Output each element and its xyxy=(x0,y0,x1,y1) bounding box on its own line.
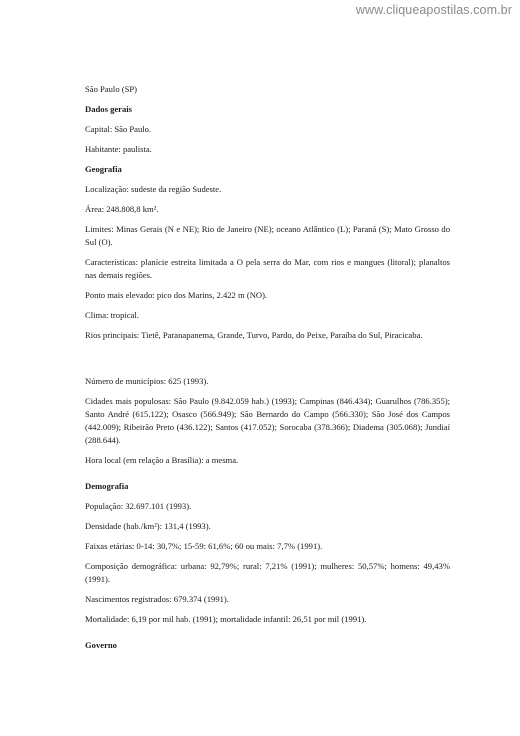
location-line: Localização: sudeste da região Sudeste. xyxy=(85,184,222,194)
local-time-line: Hora local (em relação a Brasília): a mesma. xyxy=(85,455,239,465)
limits-line: Limites: Minas Gerais (N e NE); Rio de Janeiro (NE); oceano Atlântico (L); Paraná (S); Mato Grosso do Sul (O). xyxy=(85,224,450,247)
watermark: www.cliqueapostilas.com.br xyxy=(355,3,512,17)
density-line: Densidade (hab./km²): 131,4 (1993). xyxy=(85,521,211,531)
cities-line: Cidades mais populosas: São Paulo (9.842.059 hab.) (1993); Campinas (846.434); Guarulhos (786.355); Santo André (615.122); Osasco (566.949); São Bernardo do Campo (566.330); São José dos Campos (442.009); Ribeirão Preto (436.122); Santos (417.052); Sorocaba (378.366); Diadema (305.068); Jundiaí (288.644). xyxy=(85,396,450,445)
area-line: Área: 248.808,8 km². xyxy=(85,204,159,214)
rivers-line: Rios principais: Tietê, Paranapanema, Grande, Turvo, Pardo, do Peixe, Paraíba do Sul, Piracicaba. xyxy=(85,330,423,340)
births-line: Nascimentos registrados: 679.374 (1991). xyxy=(85,594,229,604)
mortality-line: Mortalidade: 6,19 por mil hab. (1991); mortalidade infantil: 26,51 por mil (1991). xyxy=(85,614,367,624)
heading-government: Governo xyxy=(85,640,117,650)
document-body xyxy=(85,83,450,659)
heading-general: Dados gerais xyxy=(85,104,133,114)
heading-demography: Demografia xyxy=(85,481,129,491)
age-groups-line: Faixas etárias: 0-14: 30,7%; 15-59: 61,6%; 60 ou mais: 7,7% (1991). xyxy=(85,541,323,551)
characteristics-line: Características: planície estreita limitada a O pela serra do Mar, com rios e mangues (litoral); planaltos nas demais regiões. xyxy=(85,257,450,280)
composition-line: Composição demográfica: urbana: 92,79%; rural: 7,21% (1991); mulheres: 50,57%; homens: 49,43% (1991). xyxy=(85,561,450,584)
population-line: População: 32.697.101 (1993). xyxy=(85,501,192,511)
climate-line: Clima: tropical. xyxy=(85,310,139,320)
state-title: São Paulo (SP) xyxy=(85,84,138,94)
highest-point-line: Ponto mais elevado: pico dos Marins, 2.422 m (NO). xyxy=(85,290,268,300)
capital-line: Capital: São Paulo. xyxy=(85,124,152,134)
inhabitant-line: Habitante: paulista. xyxy=(85,144,152,154)
municipalities-count-line: Número de municípios: 625 (1993). xyxy=(85,376,209,386)
heading-geography: Geografia xyxy=(85,164,122,174)
